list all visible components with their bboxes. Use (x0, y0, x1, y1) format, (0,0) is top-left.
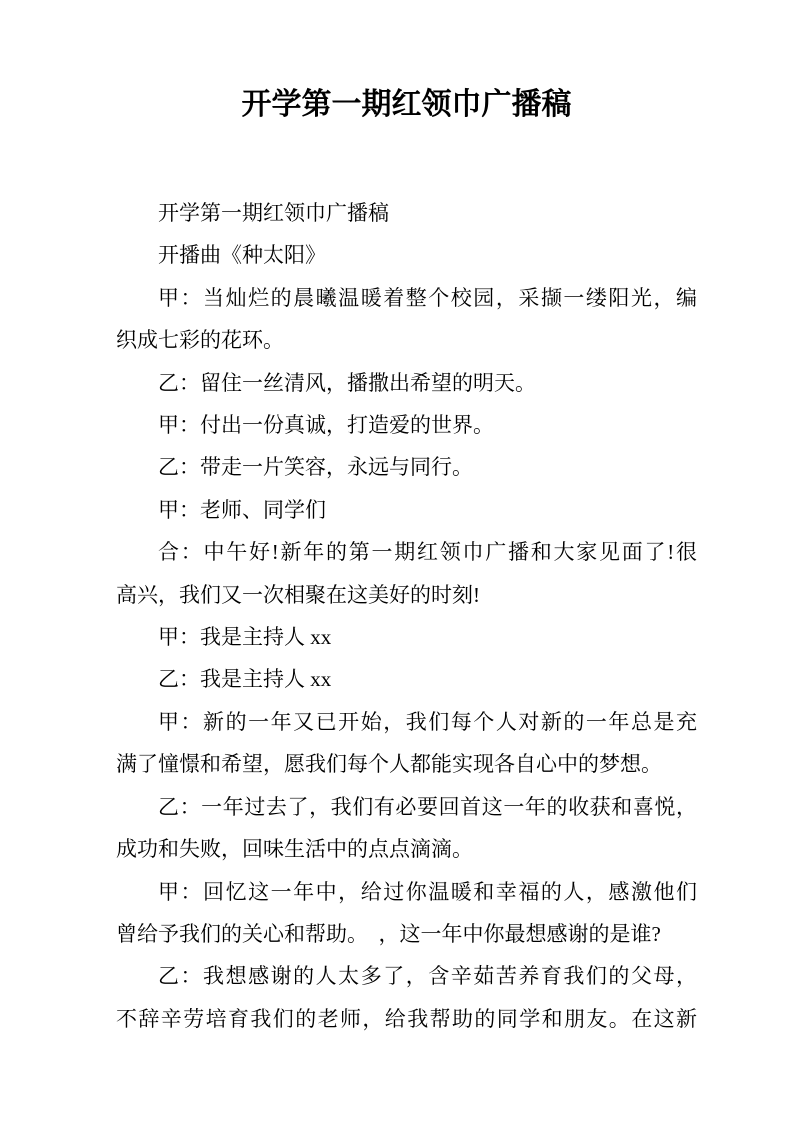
text-line: 乙：我想感谢的人太多了，含辛茹苦养育我们的父母， (158, 964, 697, 989)
text-line: 满了憧憬和希望，愿我们每个人都能实现各自心中的梦想。 (116, 752, 662, 777)
text-line: 织成七彩的花环。 (116, 328, 284, 353)
text-line: 乙：带走一片笑容，永远与同行。 (158, 455, 473, 480)
text-line: 不辞辛劳培育我们的老师，给我帮助的同学和朋友。在这新 (116, 1006, 697, 1031)
text-line: 曾给予我们的关心和帮助。 ，这一年中你最想感谢的是谁? (116, 921, 661, 946)
text-line: 高兴，我们又一次相聚在这美好的时刻! (116, 582, 480, 607)
text-line: 开播曲《种太阳》 (158, 243, 326, 268)
text-line: 甲：当灿烂的晨曦温暖着整个校园，采撷一缕阳光，编 (158, 285, 697, 310)
text-line: 甲：老师、同学们 (158, 497, 326, 522)
text-line: 开学第一期红领巾广播稿 (158, 201, 389, 225)
text-line: 甲：我是主持人 xx (158, 625, 332, 650)
text-line: 合：中午好!新年的第一期红领巾广播和大家见面了!很 (158, 540, 697, 565)
text-line: 甲：新的一年又已开始，我们每个人对新的一年总是充 (158, 709, 697, 734)
text-line: 成功和失败，回味生活中的点点滴滴。 (116, 837, 473, 862)
text-line: 乙：留住一丝清风，播撒出希望的明天。 (158, 370, 536, 395)
text-line: 甲：付出一份真诚，打造爱的世界。 (158, 413, 494, 438)
document-title: 开学第一期红领巾广播稿 (241, 88, 572, 121)
text-line: 乙：一年过去了，我们有必要回首这一年的收获和喜悦， (158, 794, 697, 819)
document-body (116, 192, 697, 1040)
text-line: 乙：我是主持人 xx (158, 667, 332, 692)
text-line: 甲：回忆这一年中，给过你温暖和幸福的人，感激他们 (158, 879, 697, 904)
